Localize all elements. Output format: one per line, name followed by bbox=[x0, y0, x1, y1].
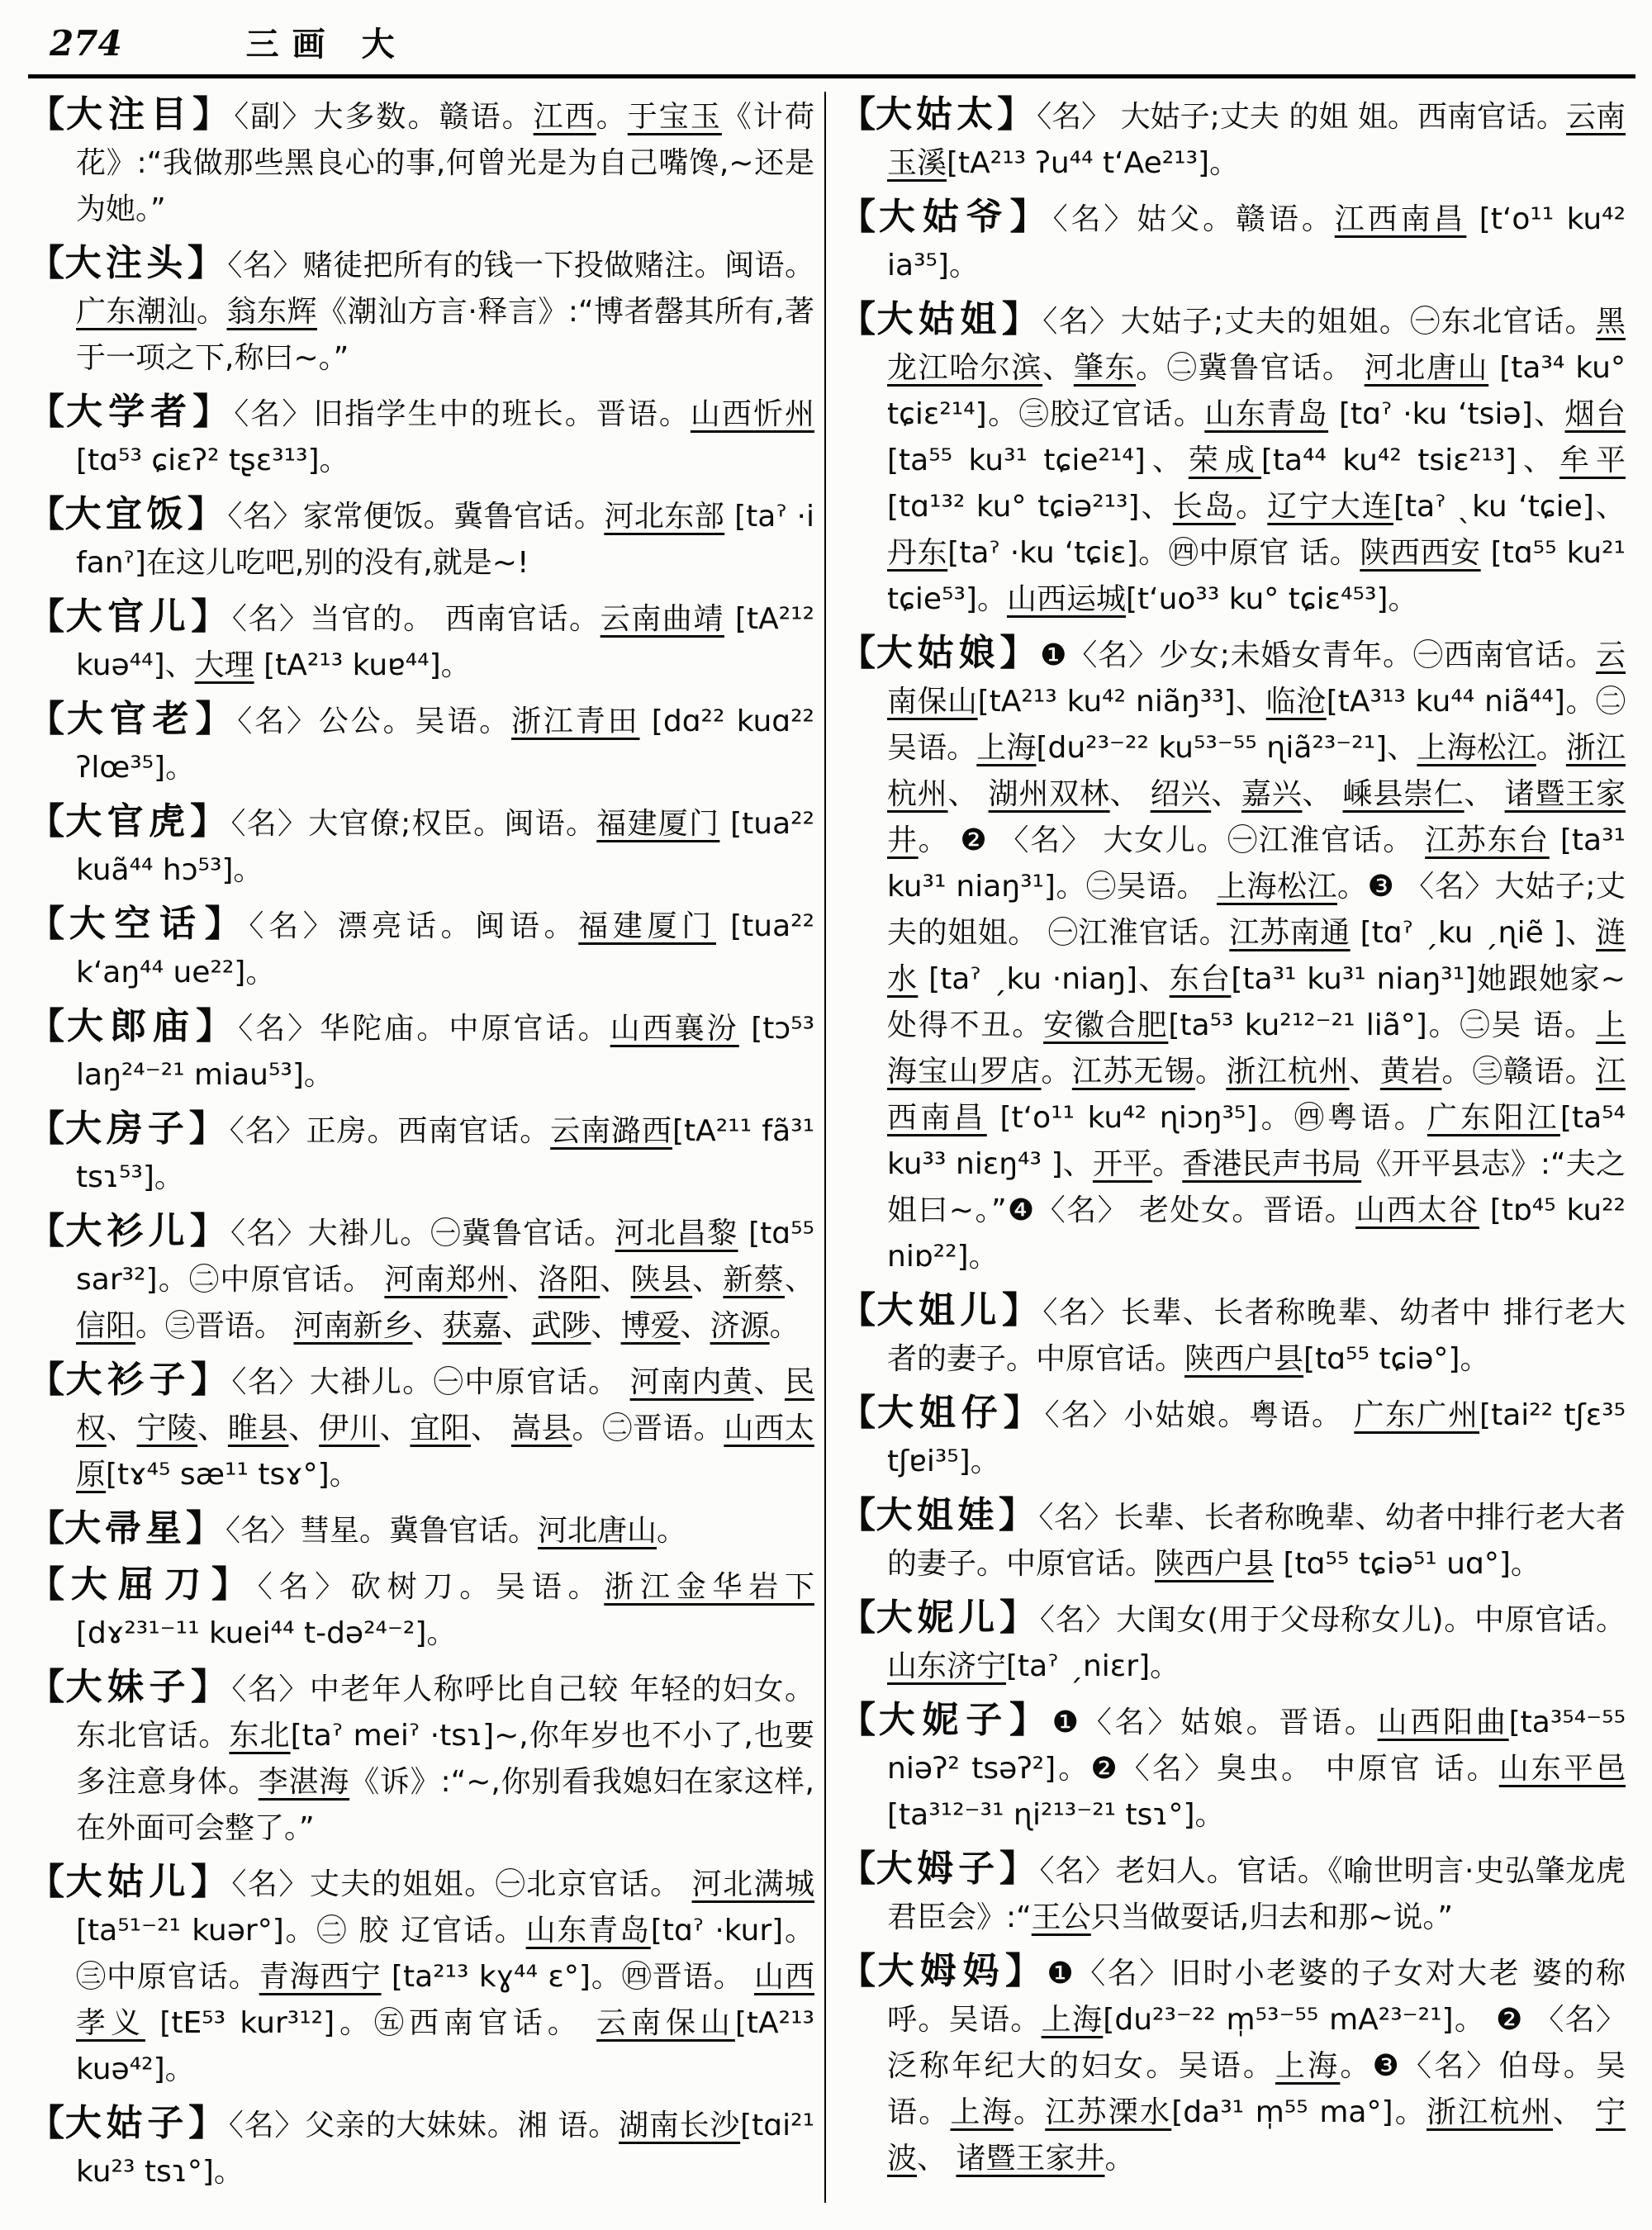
proper-name: 云南保山 bbox=[596, 2006, 735, 2040]
proper-name: 福建厦门 bbox=[596, 807, 720, 841]
dictionary-entry bbox=[28, 1357, 814, 1498]
definition-text: 〈副〉大多数。赣语。 bbox=[234, 100, 534, 134]
proper-name: 陕西户县 bbox=[1155, 1547, 1275, 1581]
proper-name: 于宝玉 bbox=[627, 100, 722, 134]
proper-name: 陕西西安 bbox=[1360, 536, 1481, 570]
page-number: 274 bbox=[50, 23, 122, 64]
proper-name: 河南新乡 bbox=[293, 1309, 413, 1343]
definition-text: 、 bbox=[1042, 351, 1074, 385]
definition-text: [tA²¹³ kuɐ⁴⁴]。 bbox=[254, 648, 471, 682]
proper-name: 上海 bbox=[1041, 2003, 1104, 2037]
definition-text: 。 bbox=[1014, 2095, 1046, 2129]
definition-text: 。 bbox=[1041, 1055, 1072, 1089]
definition-text: 、 bbox=[501, 1309, 532, 1343]
definition-text: 《诉》:“~,你别看我媳妇在家这样,在外面可会整了。” bbox=[76, 1765, 814, 1845]
definition-text: 、 bbox=[412, 1309, 443, 1343]
proper-name: 肇东 bbox=[1073, 351, 1137, 385]
stroke-section-label: 三画 bbox=[245, 26, 339, 64]
proper-name: 武陟 bbox=[531, 1309, 591, 1343]
proper-name: 绍兴 bbox=[1150, 777, 1212, 811]
dictionary-entry bbox=[839, 1492, 1626, 1587]
definition-text: 〈名〉丈夫的姐姐。㊀北京官话。 bbox=[231, 1867, 692, 1901]
definition-text: [tɒ⁴⁵ ku²² niɒ²²]。 bbox=[887, 1193, 1626, 1274]
proper-name: 黄岩 bbox=[1379, 1055, 1442, 1089]
dictionary-entry bbox=[28, 1106, 814, 1201]
definition-text: 、 bbox=[692, 1263, 724, 1297]
dictionary-entry bbox=[28, 1506, 814, 1554]
proper-name: 开平 bbox=[1092, 1147, 1153, 1181]
definition-text: 〈名〉大褂儿。㊀中原官话。 bbox=[231, 1365, 630, 1399]
definition-text: 、 bbox=[784, 1263, 814, 1297]
proper-name: 湖南长沙 bbox=[619, 2109, 741, 2142]
proper-name: 黑龙江哈尔滨 bbox=[887, 305, 1626, 385]
headword: 【 大姐娃 】 bbox=[839, 1494, 1038, 1536]
proper-name: 山东平邑 bbox=[1498, 1752, 1626, 1786]
dictionary-entry bbox=[839, 1390, 1626, 1485]
definition-text: [tɑ⁵⁵ tɕiə⁵¹ uɑ°]。 bbox=[1274, 1547, 1540, 1581]
proper-name: 江苏无锡 bbox=[1071, 1055, 1196, 1089]
definition-text: [tʻo¹¹ ku⁴² ɳiɔŋ³⁵]。㊃粤语。 bbox=[986, 1101, 1427, 1135]
definition-text: [tʻo¹¹ ku⁴² ia³⁵]。 bbox=[887, 202, 1626, 282]
definition-text: [tA³¹³ ku⁴⁴ niã⁴⁴]。㊁吴语。 bbox=[887, 685, 1626, 765]
dictionary-entry bbox=[28, 1859, 814, 2093]
proper-name: 江西 bbox=[533, 100, 596, 134]
headword: 【 大空话 】 bbox=[28, 903, 249, 945]
proper-name: 上海 bbox=[976, 731, 1037, 765]
dictionary-entry bbox=[28, 1004, 814, 1098]
headword: 【 大房子 】 bbox=[28, 1108, 230, 1150]
definition-text: 。㊁晋语。 bbox=[572, 1412, 724, 1445]
headword: 【 大姑太 】 bbox=[839, 93, 1037, 135]
definition-text: 。 bbox=[657, 1514, 687, 1548]
proper-name: 民权 bbox=[76, 1365, 814, 1445]
definition-text: [tA²¹² kuə⁴⁴]、 bbox=[76, 602, 815, 682]
definition-text: 〈名〉姑父。赣语。 bbox=[1052, 202, 1335, 236]
definition-text: 。 bbox=[769, 1309, 800, 1343]
definition-text: 〈名〉华陀庙。中原官话。 bbox=[238, 1012, 610, 1046]
proper-name: 山西襄汾 bbox=[610, 1012, 739, 1046]
proper-name: 河北昌黎 bbox=[615, 1217, 738, 1250]
proper-name: 诸暨王家井 bbox=[887, 777, 1626, 857]
proper-name: 诸暨王家井 bbox=[956, 2142, 1105, 2175]
proper-name: 香港民声书局 bbox=[1182, 1147, 1362, 1181]
dictionary-entry bbox=[839, 1697, 1626, 1839]
proper-name: 山西运城 bbox=[1006, 582, 1126, 616]
definition-text: [tai²² tʃɛ³⁵ tʃɐi³⁵]。 bbox=[887, 1398, 1626, 1478]
dictionary-entry bbox=[839, 1288, 1626, 1383]
definition-text: [tɑˀ ·ku ʻtsiə]、 bbox=[1328, 397, 1565, 431]
proper-name: 山西孝义 bbox=[76, 1960, 814, 2040]
definition-text: [dɤ²³¹⁻¹¹ kuei⁴⁴ t-də²⁴⁻²]。 bbox=[76, 1616, 457, 1650]
proper-name: 江苏东台 bbox=[1425, 823, 1550, 857]
headword: 【 大姑子 】 bbox=[28, 2102, 229, 2144]
definition-text: 、 bbox=[1349, 1055, 1380, 1089]
headword: 【 大注头 】 bbox=[28, 242, 227, 284]
definition-text: 、 bbox=[379, 1412, 411, 1445]
definition-text: 〈名〉中老年人称呼比自己较 年轻的妇女。东北官话。 bbox=[76, 1672, 815, 1753]
dictionary-entry bbox=[28, 491, 814, 586]
headword: 【 大妮儿 】 bbox=[839, 1597, 1040, 1639]
dictionary-entry bbox=[839, 1846, 1626, 1941]
proper-name: 河北东部 bbox=[604, 500, 725, 534]
proper-name: 涟水 bbox=[887, 916, 1626, 996]
proper-name: 大理 bbox=[194, 648, 254, 682]
proper-name: 云南玉溪 bbox=[887, 100, 1626, 180]
definition-text: [tA²¹¹ fã³¹ tsɿ⁵³]。 bbox=[76, 1114, 815, 1194]
definition-text: [tɑ⁵⁵ sar³²]。㊁中原官话。 bbox=[76, 1217, 814, 1297]
proper-name: 上海松江 bbox=[1417, 731, 1536, 765]
definition-text: 《计荷花》:“我做那些黑良心的事,何曾光是为自己嘴馋,~还是为她。” bbox=[76, 100, 814, 226]
headword: 【 大官老 】 bbox=[28, 698, 237, 740]
definition-text: [taˀ ˏku ·niaŋ]、 bbox=[918, 962, 1170, 996]
definition-text: 。㊂晋语。 bbox=[135, 1309, 294, 1343]
proper-name: 烟台 bbox=[1564, 397, 1626, 431]
dictionary-entry bbox=[839, 630, 1626, 1280]
proper-name: 洛阳 bbox=[538, 1263, 601, 1297]
definition-text: 、 bbox=[106, 1412, 137, 1445]
definition-text: 、 bbox=[197, 1412, 228, 1445]
proper-name: 青海西宁 bbox=[259, 1960, 382, 1994]
definition-text: [taˀ ·ku ʻtɕiɛ]。㊃中原官 话。 bbox=[947, 536, 1360, 570]
definition-text: ❶〈名〉旧时小老婆的子女对大老 婆的称呼。吴语。 bbox=[887, 1957, 1626, 2037]
definition-text: [ta³¹²⁻³¹ ɳi²¹³⁻²¹ tsɿ°]。 bbox=[887, 1798, 1225, 1832]
dictionary-entry bbox=[839, 92, 1626, 187]
headword: 【 大帚星 】 bbox=[28, 1507, 225, 1549]
proper-name: 嵩县 bbox=[510, 1412, 572, 1445]
dictionary-entry bbox=[28, 1664, 814, 1852]
proper-name: 获嘉 bbox=[442, 1309, 502, 1343]
proper-name: 广东广州 bbox=[1354, 1398, 1480, 1432]
proper-name: 江西南昌 bbox=[887, 1055, 1626, 1135]
definition-text: [ta⁵³ ku²¹²⁻²¹ liã°]。㊁吴 语。 bbox=[1168, 1008, 1596, 1042]
proper-name: 上海 bbox=[950, 2095, 1014, 2129]
definition-text: 、 bbox=[680, 1309, 710, 1343]
definition-text: 、 bbox=[1553, 2095, 1596, 2129]
proper-name: 山东济宁 bbox=[887, 1649, 1007, 1683]
definition-text: [tɑi²¹ ku²³ tsɿ°]。 bbox=[76, 2109, 815, 2189]
definition-text: 、 bbox=[917, 2142, 957, 2175]
dictionary-entry bbox=[839, 1948, 1626, 2182]
definition-text: [tE⁵³ kur³¹²]。㊄西南官话。 bbox=[145, 2006, 597, 2040]
proper-name: 丹东 bbox=[887, 536, 948, 570]
definition-text: 〈名〉砍树刀。吴语。 bbox=[257, 1570, 605, 1604]
definition-text: 、 bbox=[1211, 777, 1241, 811]
definition-text: [ta⁵⁴ ku³³ niɛŋ⁴³ ]、 bbox=[887, 1101, 1626, 1181]
definition-text: [ta⁵¹⁻²¹ kuər°]。㊁ 胶 辽官话。 bbox=[76, 1914, 526, 1948]
definition-text: [ta²¹³ kɣ⁴⁴ ɛ°]。㊃晋语。 bbox=[381, 1960, 755, 1994]
definition-text: 《潮汕方言·释言》:“博者罄其所有,著于一项之下,称曰~。” bbox=[76, 295, 814, 375]
proper-name: 翁东辉 bbox=[226, 295, 317, 329]
headword: 【 大妹子 】 bbox=[28, 1666, 231, 1708]
headword: 【 大姑姐 】 bbox=[839, 298, 1042, 340]
proper-name: 宁波 bbox=[887, 2095, 1626, 2175]
definition-text: [ta⁵⁵ ku³¹ tɕie²¹⁴]、 bbox=[887, 444, 1189, 477]
proper-name: 东台 bbox=[1169, 962, 1232, 996]
definition-text: 〈名〉当官的。 西南官话。 bbox=[231, 602, 601, 636]
proper-name: 上海 bbox=[1275, 2049, 1341, 2083]
definition-text: [tɑ¹³² ku° tɕiə²¹³]、 bbox=[887, 490, 1173, 524]
proper-name: 浙江杭州 bbox=[1427, 2095, 1554, 2129]
headword: 【 大姑娘 】 bbox=[839, 632, 1040, 674]
definition-text: [tɑ⁵³ ɕiɛʔ² tʂɛ³¹³]。 bbox=[76, 444, 349, 477]
definition-text: [taˀ ˏniɛr]。 bbox=[1006, 1649, 1180, 1683]
definition-text: 。㊂赣语。 bbox=[1441, 1055, 1596, 1089]
definition-text: 、 bbox=[1464, 777, 1505, 811]
columns bbox=[28, 92, 1635, 2203]
definition-text: 〈名〉公公。吴语。 bbox=[237, 705, 512, 738]
header-rule bbox=[28, 74, 1635, 78]
proper-name: 陕县 bbox=[630, 1263, 693, 1297]
proper-name: 嵊县崇仁 bbox=[1342, 777, 1464, 811]
headword: 【 大官虎 】 bbox=[28, 800, 230, 842]
proper-name: 上海松江 bbox=[1216, 870, 1338, 904]
proper-name: 河南内黄 bbox=[629, 1365, 754, 1399]
definition-text: [du²³⁻²² m̩⁵³⁻⁵⁵ mA²³⁻²¹]。 ❷ 〈名〉泛称年纪大的妇女。吴语。 bbox=[887, 2003, 1626, 2083]
definition-text: [du²³⁻²² ku⁵³⁻⁵⁵ ɳiã²³⁻²¹]、 bbox=[1036, 731, 1417, 765]
definition-text: 、 bbox=[753, 1365, 785, 1399]
headword: 【 大衫子 】 bbox=[28, 1359, 231, 1401]
definition-text: 〈名〉正房。西南官话。 bbox=[229, 1114, 551, 1148]
dictionary-entry bbox=[28, 92, 814, 233]
proper-name: 上海宝山罗店 bbox=[887, 1008, 1626, 1089]
proper-name: 云南保山 bbox=[887, 638, 1626, 719]
definition-text: 〈名〉家常便饭。冀鲁官话。 bbox=[227, 500, 605, 534]
definition-text: [tua²² kʻaŋ⁴⁴ ue²²]。 bbox=[76, 909, 815, 989]
headword: 【 大姑儿 】 bbox=[28, 1861, 231, 1903]
definition-text: 《开平县志》:“夫之姐曰~。”❹〈名〉 老处女。晋语。 bbox=[887, 1147, 1626, 1227]
proper-name: 河北唐山 bbox=[1364, 351, 1489, 385]
definition-text: [tɑˀ ·kur]。㊂中原官话。 bbox=[76, 1914, 814, 1994]
definition-text: [tʻuo³³ ku° tɕiɛ⁴⁵³]。 bbox=[1125, 582, 1418, 616]
proper-name: 浙江金华岩下 bbox=[604, 1570, 814, 1604]
dictionary-entry bbox=[839, 1595, 1626, 1690]
definition-text: [taˀ meiˀ ·tsɿ]~,你年岁也不小了,也要多注意身体。 bbox=[76, 1719, 814, 1799]
definition-text: 、 bbox=[1302, 777, 1343, 811]
proper-name: 浙江青田 bbox=[511, 705, 640, 738]
definition-text: 。 bbox=[596, 100, 628, 134]
definition-text: 〈名〉老妇人。官话。《喻世明言·史弘肇龙虎君臣会》:“ bbox=[887, 1854, 1626, 1934]
proper-name: 王公 bbox=[1031, 1900, 1091, 1934]
definition-text: 。 bbox=[1195, 1055, 1227, 1089]
dictionary-entry bbox=[28, 389, 814, 484]
proper-name: 荣成 bbox=[1188, 444, 1261, 477]
proper-name: 嘉兴 bbox=[1241, 777, 1303, 811]
definition-text: [dɑ²² kuɑ²² ʔlœ³⁵]。 bbox=[76, 705, 814, 785]
proper-name: 宜阳 bbox=[410, 1412, 471, 1445]
dictionary-entry bbox=[28, 1562, 814, 1657]
dictionary-entry bbox=[28, 799, 814, 894]
definition-text: 〈名〉旧指学生中的班长。晋语。 bbox=[234, 397, 691, 431]
proper-name: 浙江杭州 bbox=[887, 731, 1626, 811]
proper-name: 济源 bbox=[710, 1309, 770, 1343]
dictionary-entry bbox=[28, 696, 814, 791]
definition-text: 。 bbox=[1152, 1147, 1183, 1181]
proper-name: 长岛 bbox=[1172, 490, 1237, 524]
definition-text: [tɑ⁵⁵ tɕiə°]。 bbox=[1303, 1342, 1490, 1376]
definition-text: [ta⁴⁴ ku⁴² tsiɛ²¹³]、 bbox=[1260, 444, 1559, 477]
radical-label: 大 bbox=[361, 26, 395, 64]
definition-text: [tɔ⁵³ laŋ²⁴⁻²¹ miau⁵³]。 bbox=[76, 1012, 815, 1092]
dictionary-entry bbox=[28, 240, 814, 382]
definition-text: 〈名〉大褂儿。㊀冀鲁官话。 bbox=[230, 1217, 615, 1250]
proper-name: 新蔡 bbox=[723, 1263, 785, 1297]
definition-text: ❶〈名〉少女;未婚女青年。㊀西南官话。 bbox=[1040, 638, 1596, 672]
dictionary-entry bbox=[839, 194, 1626, 289]
proper-name: 东北 bbox=[229, 1719, 291, 1753]
dictionary-entry bbox=[839, 297, 1626, 623]
definition-text: [taˀ ·i fanˀ]在这儿吃吧,别的没有,就是~! bbox=[76, 500, 815, 580]
definition-text: 〈名〉漂亮话。闽语。 bbox=[249, 909, 579, 943]
definition-text: 〈名〉 大姑子;丈夫 的姐 姐。西南官话。 bbox=[1037, 100, 1566, 134]
definition-text: 〈名〉大姑子;丈夫的姐姐。㊀东北官话。 bbox=[1042, 305, 1596, 339]
proper-name: 睢县 bbox=[227, 1412, 289, 1445]
definition-text: 〈名〉彗星。冀鲁官话。 bbox=[225, 1514, 539, 1548]
definition-text: [tA²¹³ kuə⁴²]。 bbox=[76, 2006, 814, 2086]
definition-text: 。 ❷ 〈名〉 大女儿。㊀江淮官话。 bbox=[918, 823, 1426, 857]
headword: 【 大官儿 】 bbox=[28, 595, 232, 638]
proper-name: 河北满城 bbox=[691, 1867, 815, 1901]
proper-name: 山西太谷 bbox=[1355, 1193, 1479, 1227]
proper-name: 山东青岛 bbox=[1204, 397, 1329, 431]
proper-name: 江西南昌 bbox=[1334, 202, 1467, 236]
definition-text: [taˀ ˎku ʻtɕie]、 bbox=[1393, 490, 1626, 524]
definition-text: 、 bbox=[591, 1309, 621, 1343]
definition-text: 、 bbox=[470, 1412, 511, 1445]
definition-text: 、 bbox=[600, 1263, 631, 1297]
definition-text: ❶〈名〉姑娘。晋语。 bbox=[1051, 1706, 1378, 1739]
definition-text: [ta³⁵⁴⁻⁵⁵ niəʔ² tsəʔ²]。❷〈名〉臭虫。 中原官 话。 bbox=[887, 1706, 1626, 1786]
definition-text: 〈名〉长辈、长者称晚辈、幼者中 排行老大者的妻子。中原官话。 bbox=[887, 1296, 1626, 1376]
proper-name: 牟平 bbox=[1559, 444, 1626, 477]
headword: 【 大郎庙 】 bbox=[28, 1005, 238, 1047]
definition-text: 。❸ 〈名〉大姑子;丈夫的姐姐。 ㊀江淮官话。 bbox=[887, 870, 1626, 950]
definition-text: [da³¹ m̩⁵⁵ ma°]。 bbox=[1171, 2095, 1427, 2129]
right-column bbox=[839, 92, 1626, 2203]
headword: 【 大屈刀 】 bbox=[28, 1563, 258, 1606]
definition-text: 、 bbox=[288, 1412, 320, 1445]
proper-name: 山东青岛 bbox=[525, 1914, 651, 1948]
dictionary-entry bbox=[28, 1208, 814, 1350]
left-column bbox=[28, 92, 814, 2203]
definition-text: [tɑˀ ˏku ˏɳiẽ ]、 bbox=[1350, 916, 1596, 950]
proper-name: 伊川 bbox=[319, 1412, 380, 1445]
definition-text: 。 bbox=[1236, 490, 1268, 524]
definition-text: 〈名〉赌徒把所有的钱一下投做赌注。闽语。 bbox=[227, 249, 815, 282]
definition-text: 〈名〉父亲的大妹妹。湘 语。 bbox=[228, 2109, 620, 2142]
headword: 【 大姐儿 】 bbox=[839, 1289, 1042, 1331]
proper-name: 宁陵 bbox=[136, 1412, 198, 1445]
definition-text: [tA²¹³ ku⁴² niãŋ³³]、 bbox=[977, 685, 1266, 719]
proper-name: 山西太原 bbox=[76, 1412, 814, 1492]
definition-text: 〈名〉大官僚;权臣。闽语。 bbox=[230, 807, 597, 841]
proper-name: 湖州双林 bbox=[988, 777, 1110, 811]
proper-name: 河北唐山 bbox=[538, 1514, 657, 1548]
definition-text: 。 bbox=[196, 295, 227, 329]
proper-name: 临沧 bbox=[1265, 685, 1327, 719]
definition-text: 〈名〉大闺女(用于父母称女儿)。中原官话。 bbox=[1039, 1603, 1626, 1637]
definition-text: 〈名〉长辈、长者称晚辈、幼者中排行老大者的妻子。中原官话。 bbox=[887, 1501, 1626, 1581]
proper-name: 博爱 bbox=[620, 1309, 681, 1343]
headword: 【 大姆子 】 bbox=[839, 1848, 1040, 1890]
headword: 【 大姐仔 】 bbox=[839, 1392, 1045, 1434]
proper-name: 山西忻州 bbox=[690, 397, 815, 431]
proper-name: 福建厦门 bbox=[578, 909, 716, 943]
definition-text: 〈名〉小姑娘。粤语。 bbox=[1044, 1398, 1355, 1432]
proper-name: 辽宁大连 bbox=[1267, 490, 1393, 524]
definition-text: [tɑ⁵⁵ ku²¹ tɕie⁵³]。 bbox=[887, 536, 1626, 616]
proper-name: 山西阳曲 bbox=[1377, 1706, 1509, 1739]
dictionary-entry bbox=[28, 901, 814, 996]
proper-name: 李湛海 bbox=[258, 1765, 350, 1799]
headword: 【 大姑爷 】 bbox=[839, 196, 1053, 238]
headword: 【 大衫儿 】 bbox=[28, 1210, 230, 1252]
proper-name: 安徽合肥 bbox=[1043, 1008, 1169, 1042]
proper-name: 广东潮汕 bbox=[76, 295, 197, 329]
definition-text: 、 bbox=[1109, 777, 1151, 811]
definition-text: [tA²¹³ ʔu⁴⁴ tʻAe²¹³]。 bbox=[947, 146, 1240, 180]
definition-text: 。㊁冀鲁官话。 bbox=[1136, 351, 1365, 385]
column-divider bbox=[824, 92, 826, 2203]
dictionary-entry bbox=[28, 2100, 814, 2195]
proper-name: 河南郑州 bbox=[384, 1263, 508, 1297]
headword: 【 大姆妈 】 bbox=[839, 1950, 1047, 1992]
proper-name: 江苏南通 bbox=[1229, 916, 1351, 950]
page-header bbox=[28, 18, 1635, 68]
proper-name: 信阳 bbox=[76, 1309, 136, 1343]
dictionary-entry bbox=[28, 594, 814, 689]
definition-text: [tua²² kuã⁴⁴ hɔ⁵³]。 bbox=[76, 807, 815, 887]
proper-name: 浙江杭州 bbox=[1226, 1055, 1350, 1089]
proper-name: 广东阳江 bbox=[1427, 1101, 1560, 1135]
definition-text: 、 bbox=[947, 777, 989, 811]
proper-name: 云南曲靖 bbox=[600, 602, 724, 636]
definition-text: 。❸〈名〉伯母。吴语。 bbox=[887, 2049, 1626, 2129]
definition-text: 。 bbox=[1104, 2142, 1135, 2175]
definition-text: [ta³¹ ku³¹ niaŋ³¹]她跟她家~处得不丑。 bbox=[887, 962, 1626, 1042]
headword: 【 大学者 】 bbox=[28, 391, 234, 433]
proper-name: 江苏溧水 bbox=[1045, 2095, 1172, 2129]
definition-text: 。 bbox=[1536, 731, 1566, 765]
proper-name: 云南潞西 bbox=[550, 1114, 672, 1148]
proper-name: 陕西户县 bbox=[1184, 1342, 1304, 1376]
definition-text: [ta³⁴ ku° tɕiɛ²¹⁴]。㊂胶辽官话。 bbox=[887, 351, 1626, 431]
definition-text: 、 bbox=[507, 1263, 539, 1297]
headword: 【 大注目 】 bbox=[28, 93, 234, 135]
definition-text: [tɤ⁴⁵ sæ¹¹ tsɤ°]。 bbox=[106, 1458, 359, 1492]
definition-text: 只当做耍话,归去和那~说。” bbox=[1090, 1900, 1454, 1934]
headword: 【 大妮子 】 bbox=[839, 1699, 1052, 1741]
definition-text: [ta³¹ ku³¹ niaŋ³¹]。㊁吴语。 bbox=[887, 823, 1626, 904]
headword: 【 大宜饭 】 bbox=[28, 493, 227, 535]
